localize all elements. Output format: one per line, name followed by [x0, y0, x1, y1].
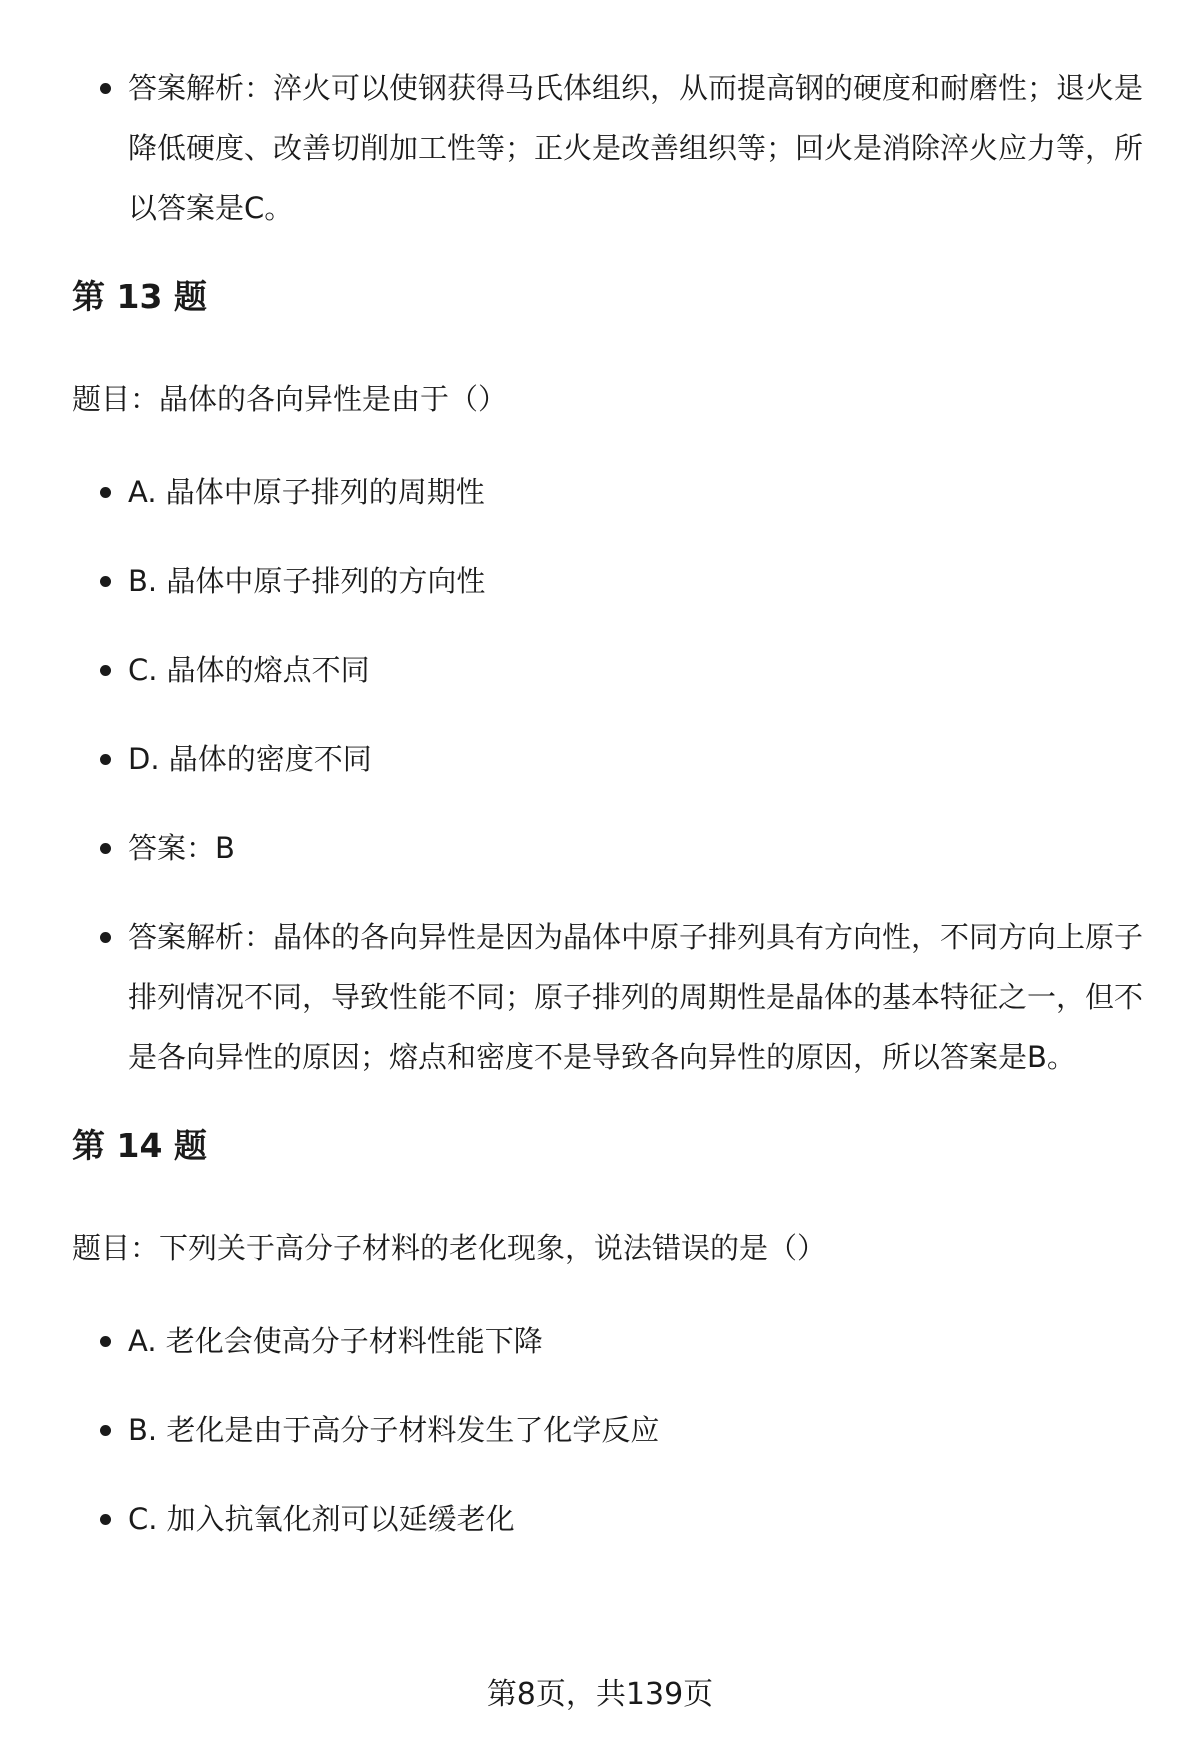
q13-answer-item: [72, 818, 1152, 878]
q14-option-b: [72, 1400, 1152, 1460]
q14-option-c: [72, 1489, 1152, 1549]
q14-heading: 第 14 题: [72, 1126, 207, 1165]
bullet-icon: [100, 1514, 111, 1525]
option-text: A. 老化会使高分子材料性能下降: [128, 1324, 543, 1358]
bullet-icon: [100, 932, 111, 943]
bullet-icon: [100, 487, 111, 498]
q13-analysis-text: 答案解析：晶体的各向异性是因为晶体中原子排列具有方向性，不同方向上原子排列情况不同，导致性能不同；原子排列的周期性是晶体的基本特征之一，但不是各向异性的原因；熔点和密度不是导致各向异性的原因，所以答案是B。: [128, 920, 1144, 1074]
page-content: [72, 58, 1152, 1578]
q13-option-d: [72, 729, 1152, 789]
page-footer: 第8页，共139页: [486, 1677, 714, 1712]
bullet-icon: [100, 1425, 111, 1436]
q14-option-a: [72, 1311, 1152, 1371]
q13-option-c: [72, 640, 1152, 700]
q13-option-a: [72, 462, 1152, 522]
q12-tail-list: [72, 58, 1152, 238]
bullet-icon: [100, 665, 111, 676]
bullet-icon: [100, 576, 111, 587]
q13-option-b: [72, 551, 1152, 611]
option-text: A. 晶体中原子排列的周期性: [128, 475, 485, 509]
option-text: B. 老化是由于高分子材料发生了化学反应: [128, 1413, 660, 1447]
option-text: B. 晶体中原子排列的方向性: [128, 564, 486, 598]
option-text: D. 晶体的密度不同: [128, 742, 372, 776]
q13-question: 题目：晶体的各向异性是由于（）: [72, 382, 508, 416]
q14-option-list: [72, 1311, 1152, 1549]
q13-analysis-item: [72, 907, 1152, 1087]
q14-question: 题目：下列关于高分子材料的老化现象，说法错误的是（）: [72, 1231, 827, 1265]
q13-heading: 第 13 题: [72, 277, 207, 316]
option-text: C. 晶体的熔点不同: [128, 653, 370, 687]
q12-analysis-item: [72, 58, 1152, 238]
bullet-icon: [100, 1336, 111, 1347]
option-text: C. 加入抗氧化剂可以延缓老化: [128, 1502, 515, 1536]
bullet-icon: [100, 843, 111, 854]
bullet-icon: [100, 754, 111, 765]
q12-analysis-text: 答案解析：淬火可以使钢获得马氏体组织，从而提高钢的硬度和耐磨性；退火是降低硬度、改善切削加工性等；正火是改善组织等；回火是消除淬火应力等，所以答案是C。: [128, 71, 1144, 225]
bullet-icon: [100, 83, 111, 94]
q13-answer-text: 答案：B: [128, 831, 235, 865]
q13-option-list: [72, 462, 1152, 1087]
